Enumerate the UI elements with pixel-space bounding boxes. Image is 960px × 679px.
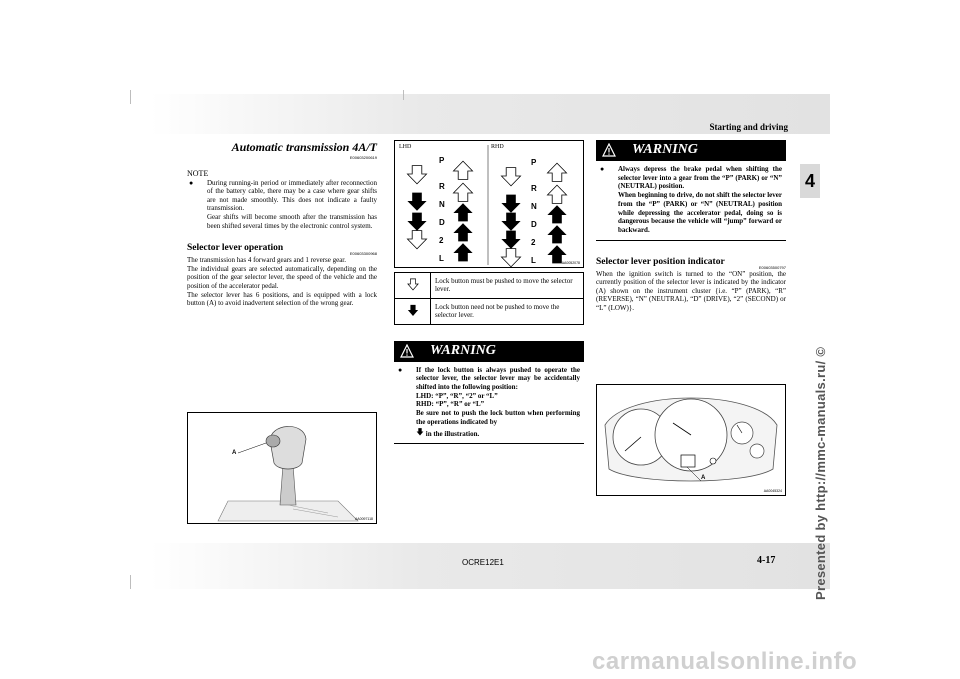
paragraph: The transmission has 4 forward gears and 1 reverse gear. xyxy=(187,256,347,265)
column-right xyxy=(596,140,786,313)
svg-text:L: L xyxy=(439,254,444,263)
svg-text:L: L xyxy=(531,256,536,265)
svg-text:D: D xyxy=(531,220,537,229)
warning-item xyxy=(396,366,580,439)
svg-text:2: 2 xyxy=(439,236,444,245)
crop-mark xyxy=(130,575,131,589)
warning-text: Always depress the brake pedal when shifting the selector lever into a gear from the “P” (PARK) or “N” (NEUTRAL) position. xyxy=(618,165,782,191)
warning-body xyxy=(394,362,584,445)
note-text: Gear shifts will become smooth after the transmission has been shifted several times by the electronic control system. xyxy=(207,212,377,230)
selector-lever-illustration xyxy=(188,413,376,523)
warning-rhd: RHD: “P”, “R” or “L” xyxy=(416,400,485,409)
warning-title: WARNING xyxy=(430,342,496,358)
selector-diagram xyxy=(394,140,584,268)
figure-label: A xyxy=(701,475,706,481)
svg-text:D: D xyxy=(439,218,445,227)
warning-lhd: LHD: “P”, “R”, “2” or “L” xyxy=(416,391,498,400)
rhd-label: RHD xyxy=(491,144,504,150)
chapter-tab: 4 xyxy=(800,164,820,198)
shift-pattern-diagram xyxy=(395,141,583,267)
subsection-code: E00603300968 xyxy=(349,251,377,257)
outline-arrow-icon xyxy=(395,273,431,299)
subsection-code: E00603500797 xyxy=(758,264,786,270)
page-number: 4-17 xyxy=(757,555,776,566)
svg-text:N: N xyxy=(531,202,537,211)
footer-code: OCRE12E1 xyxy=(462,558,504,567)
column-left xyxy=(187,140,377,308)
selector-lever-figure xyxy=(187,412,377,524)
running-head: Starting and driving xyxy=(709,122,788,132)
legend-text: Lock button need not be pushed to move the selector lever. xyxy=(431,298,584,324)
paragraph: The individual gears are selected automatically, depending on the position of the gear selector lever, the speed of the vehicle and the position of the accelerator pedal. xyxy=(187,264,377,290)
paragraph: The selector lever has 6 positions, and is equipped with a lock button (A) to avoid inadvertent selection of the wrong gear. xyxy=(187,290,377,308)
svg-text:P: P xyxy=(531,158,537,167)
legend-row xyxy=(395,273,584,299)
warning-text: If the lock button is always pushed to operate the selector lever, the selector lever may be accidentally shifted into the following position: xyxy=(416,365,580,392)
section-title: Automatic transmission 4A/T xyxy=(231,140,377,154)
warning-header xyxy=(596,140,786,161)
warning-text: When beginning to drive, do not shift the selector lever from the “P” (PARK) or “N” (NEUTRAL) position while depressing the accelerator pedal, doing so is dangerous because the vehicle will “jump” forward or backward. xyxy=(618,191,782,234)
crop-mark xyxy=(130,90,131,104)
svg-text:2: 2 xyxy=(531,238,536,247)
site-watermark: carmanualsonline.info xyxy=(592,648,858,675)
figure-code: AA0097118 xyxy=(354,517,373,521)
svg-text:R: R xyxy=(531,184,537,193)
bullet-icon: ● xyxy=(600,165,605,173)
warning-box xyxy=(596,140,786,241)
warning-text: Be sure not to push the lock button when performing the operations indicated by xyxy=(416,409,580,426)
figure-label: A xyxy=(232,450,237,456)
bullet-icon: ● xyxy=(398,365,403,374)
instrument-cluster-illustration xyxy=(597,385,785,495)
instrument-cluster-figure xyxy=(596,384,786,496)
section-code: E00603200619 xyxy=(349,155,377,160)
solid-arrow-icon xyxy=(416,427,424,436)
subsection-title: Selector lever position indicator xyxy=(596,256,725,267)
lhd-label: LHD xyxy=(399,144,412,150)
legend-table xyxy=(394,272,584,325)
legend-row xyxy=(395,298,584,324)
svg-text:P: P xyxy=(439,156,445,165)
warning-text: in the illustration. xyxy=(425,429,480,438)
warning-title: WARNING xyxy=(632,142,698,157)
subsection-title: Selector lever operation xyxy=(187,243,284,254)
side-watermark: Presented by http://mmc-manuals.ru/ © xyxy=(813,346,828,600)
warning-header xyxy=(394,341,584,362)
legend-text: Lock button must be pushed to move the selector lever. xyxy=(431,273,584,299)
crop-mark xyxy=(403,90,404,100)
bullet-icon: ● xyxy=(189,178,194,187)
warning-triangle-icon xyxy=(602,143,616,157)
warning-body xyxy=(596,161,786,241)
figure-code: AA0052078 xyxy=(561,261,580,265)
note-text: During running-in period or immediately after reconnection of the battery cable, there may be a case where gear shifts are not made smoothly. This does not indicate a faulty transmission. xyxy=(207,178,377,213)
solid-arrow-icon xyxy=(395,298,431,324)
warning-triangle-icon xyxy=(400,344,414,358)
warning-box xyxy=(394,341,584,445)
note-item xyxy=(187,179,377,231)
column-middle xyxy=(394,272,584,444)
note-label: NOTE xyxy=(187,169,209,178)
svg-text:R: R xyxy=(439,182,445,191)
figure-code: AA0045324 xyxy=(763,489,782,493)
paragraph: When the ignition switch is turned to the “ON” position, the currently position of the selector lever is indicated by the indicator (A) shown on the instrument cluster {i.e. “P” (PARK), “R” (REVERSE), “N” (NEUTRAL), “D” (DRIVE), “2” (SECOND) or “L” (LOW)}. xyxy=(596,269,786,312)
svg-text:N: N xyxy=(439,200,445,209)
warning-item xyxy=(598,165,782,235)
